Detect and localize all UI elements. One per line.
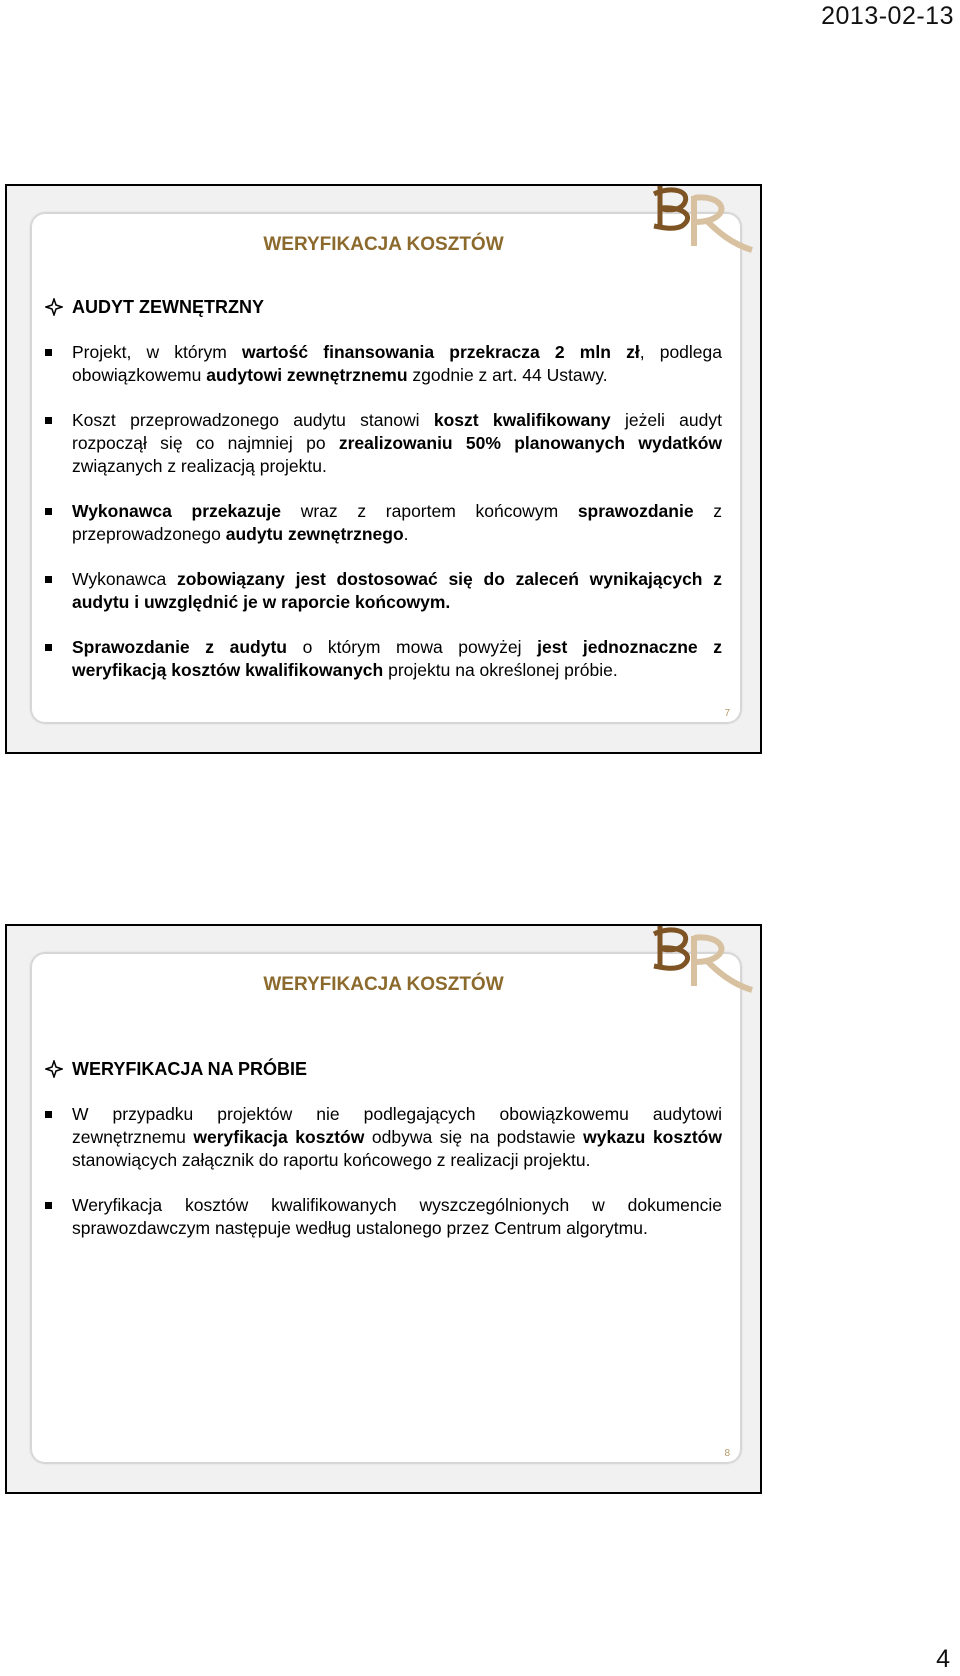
slide-8	[5, 924, 762, 1494]
section-heading-text: AUDYT ZEWNĘTRZNY	[72, 297, 264, 317]
bold-text: weryfikacja kosztów	[193, 1127, 365, 1147]
text: .	[403, 524, 409, 544]
text: W przypadku projektów nie podlegających obowiązkowemu audytowi zewnętrznemu	[72, 1104, 722, 1147]
bullet-list	[45, 341, 722, 682]
text: Wykonawca	[72, 569, 177, 589]
bullet-item	[45, 1103, 722, 1172]
text: , podlega obowiązkowemu	[72, 342, 722, 385]
text: zgodnie z art. 44 Ustawy.	[407, 365, 608, 385]
diamond-bullet-icon	[45, 1060, 63, 1078]
bold-text: zrealizowaniu 50% planowanych wydatków	[338, 433, 722, 453]
bold-text: zobowiązany jest dostosować się do zaleceń wynikających z audytu i uwzględnić je w raporcie końcowym.	[72, 569, 722, 612]
slide-7	[5, 184, 762, 754]
section-heading-text: WERYFIKACJA NA PRÓBIE	[72, 1059, 308, 1079]
text: Projekt, w którym	[72, 342, 242, 362]
text: Koszt przeprowadzonego audytu stanowi	[72, 410, 434, 430]
bold-text: jest jednoznaczne z weryfikacją kosztów kwalifikowanych	[72, 637, 722, 680]
bold-text: wykazu kosztów	[583, 1127, 722, 1147]
slide-number: 7	[724, 708, 730, 719]
text: odbywa się na podstawie	[364, 1127, 584, 1147]
text: związanych z realizacją projektu.	[72, 456, 327, 476]
bullet-item	[45, 636, 722, 682]
bullet-item	[45, 1194, 722, 1240]
text: jeżeli audyt rozpoczął się co najmniej po	[72, 410, 722, 453]
bold-text: audytowi zewnętrznemu	[206, 365, 408, 385]
bold-text: Sprawozdanie z audytu	[72, 637, 287, 657]
slide-body	[45, 1058, 722, 1262]
bullet-list	[45, 1103, 722, 1240]
section-heading	[45, 296, 722, 319]
page-number: 4	[936, 1645, 950, 1673]
text: wraz z raportem końcowym	[281, 501, 578, 521]
text: z przeprowadzonego	[72, 501, 722, 544]
bold-text: audytu zewnętrznego	[225, 524, 404, 544]
text: o którym mowa powyżej	[286, 637, 538, 657]
text: Weryfikacja kosztów kwalifikowanych wyszczególnionych w dokumencie sprawozdawczym następuje według ustalonego przez Centrum algorytmu.	[72, 1195, 722, 1238]
bold-text: sprawozdanie	[577, 501, 694, 521]
section-heading	[45, 1058, 722, 1081]
text: stanowiących załącznik do raportu końcowego z realizacji projektu.	[72, 1150, 591, 1170]
slide-body	[45, 296, 722, 704]
slide-number: 8	[724, 1448, 730, 1459]
bold-text: wartość finansowania przekracza 2 mln zł	[241, 342, 640, 362]
bold-text: koszt kwalifikowany	[433, 410, 611, 430]
page-date: 2013-02-13	[821, 2, 954, 30]
bullet-item	[45, 568, 722, 614]
bullet-item	[45, 500, 722, 546]
bullet-item	[45, 409, 722, 478]
bullet-item	[45, 341, 722, 387]
slide-title: WERYFIKACJA KOSZTÓW	[263, 974, 504, 995]
slide-title: WERYFIKACJA KOSZTÓW	[263, 234, 504, 255]
bold-text: Wykonawca przekazuje	[72, 501, 282, 521]
diamond-bullet-icon	[45, 298, 63, 316]
text: projektu na określonej próbie.	[383, 660, 618, 680]
